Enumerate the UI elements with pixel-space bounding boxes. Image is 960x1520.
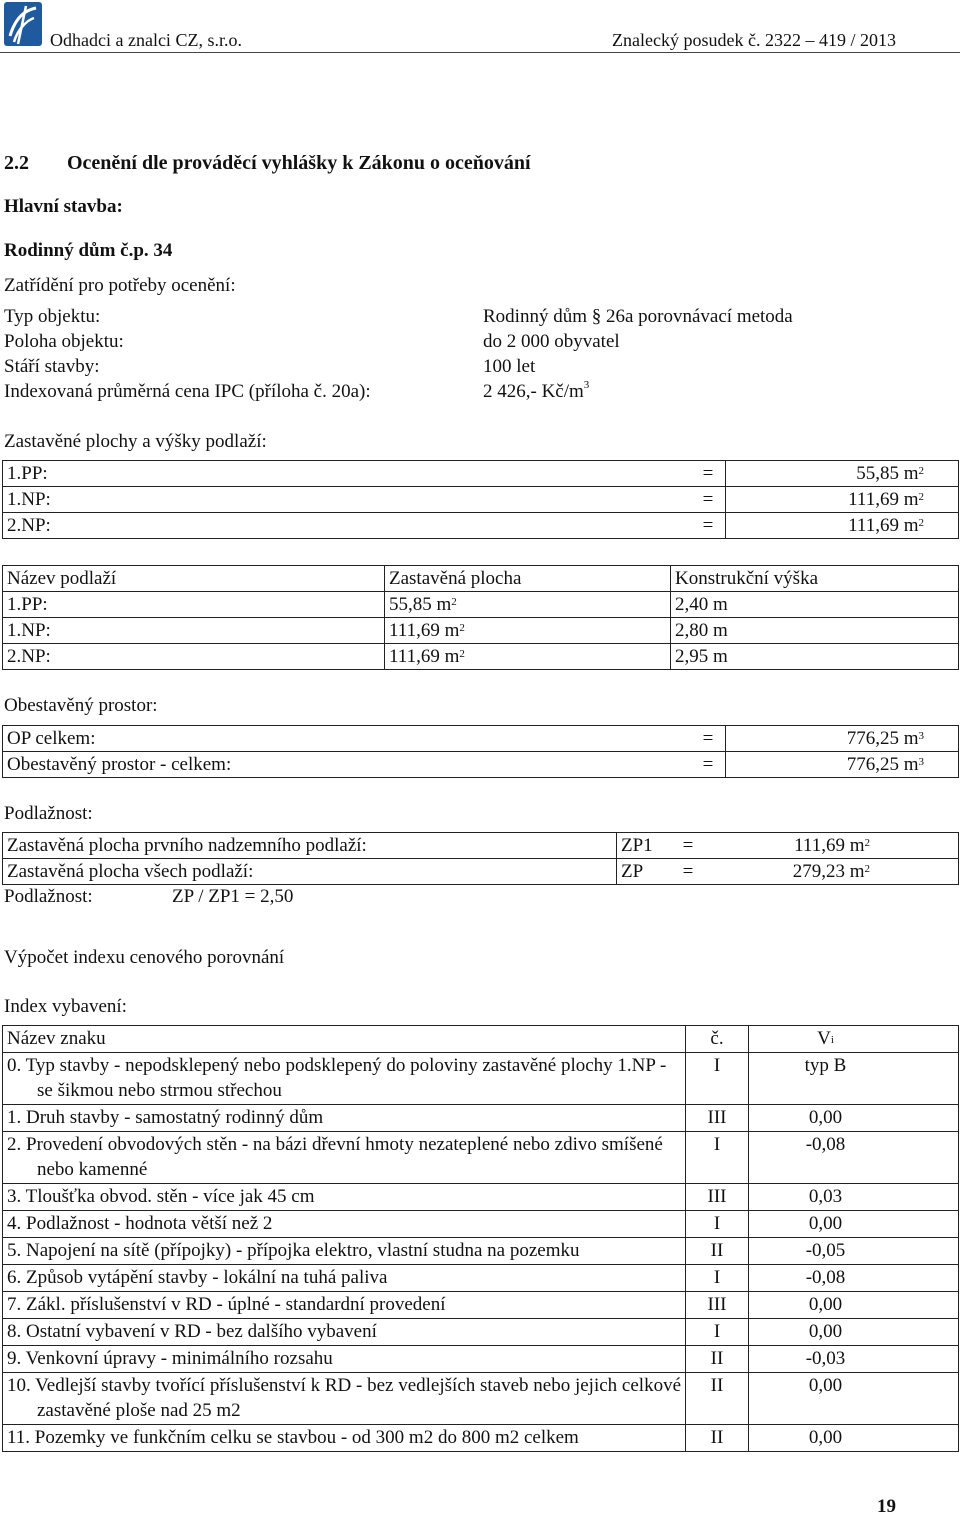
company-logo-icon [4, 2, 42, 46]
index-calc-heading: Výpočet indexu cenového porovnání [4, 947, 285, 968]
table-row: 9. Venkovní úpravy - minimálního rozsahu II -0,03 [3, 1346, 959, 1373]
floors-table [2, 565, 959, 670]
page-number: 19 [877, 1496, 896, 1517]
table-row: 11. Pozemky ve funkčním celku se stavbou - od 300 m2 do 800 m2 celkem II 0,00 [3, 1425, 959, 1452]
classification-value: 100 let [483, 356, 536, 377]
floor-ratio-result-label: Podlažnost: [4, 886, 93, 907]
classification-label: Typ objektu: [4, 306, 101, 327]
volume-table [2, 725, 959, 778]
table-row: 4. Podlažnost - hodnota větší než 2 I 0,00 [3, 1211, 959, 1238]
classification-value: 2 426,- $Kč/m^3$ [483, 379, 590, 402]
equipment-table [2, 1025, 959, 1452]
equipment-heading: Index vybavení: [4, 996, 127, 1017]
classification-value: Rodinný dům § 26a porovnávací metoda [483, 306, 793, 327]
header-rule [0, 52, 960, 53]
table-row: 2.NP: 111,69 $m^2$ 2,95 m [3, 644, 959, 670]
table-row: 0. Typ stavby - nepodsklepený nebo podsklepený do poloviny zastavěné plochy 1.NP - se šikmou nebo strmou střechou I typ B [3, 1053, 959, 1105]
floor-ratio-table [2, 832, 959, 885]
table-row: 1. Druh stavby - samostatný rodinný dům III 0,00 [3, 1105, 959, 1132]
section-heading [4, 152, 531, 175]
table-header-row: Název znaku č. $V_i$ [3, 1026, 959, 1053]
section-number: 2.2 [4, 152, 29, 174]
classification-label: Poloha objektu: [4, 331, 124, 352]
table-row: 1.NP: 111,69 $m^2$ 2,80 m [3, 618, 959, 644]
header-company: Odhadci a znalci CZ, s.r.o. [50, 30, 242, 50]
table-row: 2. Provedení obvodových stěn - na bázi dřevní hmoty nezateplené nebo zdivo smíšené nebo kamenné I -0,08 [3, 1132, 959, 1184]
table-row: 8. Ostatní vybavení v RD - bez dalšího vybavení I 0,00 [3, 1319, 959, 1346]
table-row: 6. Způsob vytápění stavby - lokální na tuhá paliva I -0,08 [3, 1265, 959, 1292]
table-row: OP celkem: = 776,25 $m^3$ [3, 726, 959, 752]
classification-label: Stáří stavby: [4, 356, 100, 377]
floor-ratio-result-value: ZP / ZP1 = 2,50 [172, 886, 294, 907]
table-header-row: Název podlaží Zastavěná plocha Konstrukční výška [3, 566, 959, 592]
main-building-label: Hlavní stavba: [4, 196, 123, 217]
classification-heading: Zatřídění pro potřeby ocenění: [4, 275, 236, 296]
built-areas-heading: Zastavěné plochy a výšky podlaží: [4, 431, 267, 452]
table-row: Zastavěná plocha všech podlaží: ZP = 279,23 $m^2$ [3, 859, 959, 885]
classification-value: do 2 000 obyvatel [483, 331, 620, 352]
building-name: Rodinný dům č.p. 34 [4, 240, 173, 261]
table-row: 1.PP: = 55,85 $m^2$ [3, 461, 959, 487]
table-row: Obestavěný prostor - celkem: = 776,25 $m^3$ [3, 752, 959, 778]
header-report-number: Znalecký posudek č. 2322 – 419 / 2013 [612, 30, 896, 50]
table-row: Zastavěná plocha prvního nadzemního podlaží: ZP1 = 111,69 $m^2$ [3, 833, 959, 859]
table-row: 1.NP: = 111,69 $m^2$ [3, 487, 959, 513]
table-row: 5. Napojení na sítě (přípojky) - přípojka elektro, vlastní studna na pozemku II -0,05 [3, 1238, 959, 1265]
table-row: 7. Zákl. příslušenství v RD - úplné - standardní provedení III 0,00 [3, 1292, 959, 1319]
section-title: Ocenění dle prováděcí vyhlášky k Zákonu o oceňování [67, 152, 531, 174]
table-row: 1.PP: 55,85 $m^2$ 2,40 m [3, 592, 959, 618]
built-areas-table [2, 460, 959, 539]
table-row: 2.NP: = 111,69 $m^2$ [3, 513, 959, 539]
floor-ratio-heading: Podlažnost: [4, 803, 93, 824]
volume-heading: Obestavěný prostor: [4, 695, 158, 716]
classification-label: Indexovaná průměrná cena IPC (příloha č. 20a): [4, 381, 371, 402]
table-row: 10. Vedlejší stavby tvořící příslušenství k RD - bez vedlejších staveb nebo jejich celkové zastavěné ploše nad 25 m2 II 0,00 [3, 1373, 959, 1425]
table-row: 3. Tloušťka obvod. stěn - více jak 45 cm III 0,03 [3, 1184, 959, 1211]
